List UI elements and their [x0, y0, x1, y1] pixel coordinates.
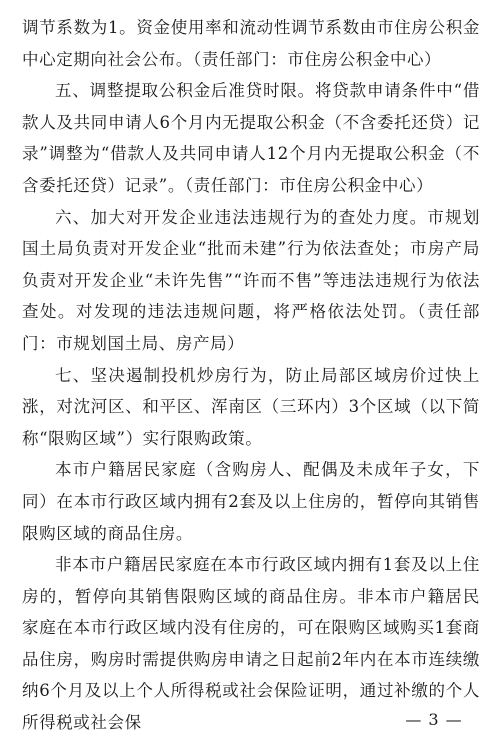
- paragraph-item-7: 七、坚决遏制投机炒房行为，防止局部区域房价过快上涨，对沈河区、和平区、浑南区（三环内）3个区域（以下简称“限购区域”）实行限购政策。: [22, 365, 480, 448]
- paragraph-continuation: 调节系数为1。资金使用率和流动性调节系数由市住房公积金中心定期向社会公布。（责任部门：市住房公积金中心）: [22, 18, 480, 69]
- paragraph-local-residents: 本市户籍居民家庭（含购房人、配偶及未成年子女，下同）在本市行政区域内拥有2套及以上住房的，暂停向其销售限购区域的商品住房。: [22, 460, 480, 543]
- paragraph-item-6: 六、加大对开发企业违法违规行为的查处力度。市规划国土局负责对开发企业“批而未建”行为依法查处；市房产局负责对开发企业“未许先售”“许而不售”等违法违规行为依法查处。对发现的违法违规问题，将严格依法处罚。（责任部门：市规划国土局、房产局）: [22, 207, 480, 353]
- paragraph-item-5: 五、调整提取公积金后准贷时限。将贷款申请条件中“借款人及共同申请人6个月内无提取公积金（不含委托还贷）记录”调整为“借款人及共同申请人12个月内无提取公积金（不含委托还贷）记录”。（责任部门：市住房公积金中心）: [22, 81, 480, 195]
- paragraph-non-local-residents: 非本市户籍居民家庭在本市行政区域内拥有1套及以上住房的，暂停向其销售限购区域的商品住房。非本市户籍居民家庭在本市行政区域内没有住房的，可在限购区域购买1套商品住房，购房时需提供购房申请之日起前2年内在本市连续缴纳6个月及以上个人所得税或社会保险证明，通过补缴的个人所得税或社会保: [22, 555, 480, 733]
- page-number: — 3 —: [405, 710, 463, 729]
- document-body: [22, 12, 480, 739]
